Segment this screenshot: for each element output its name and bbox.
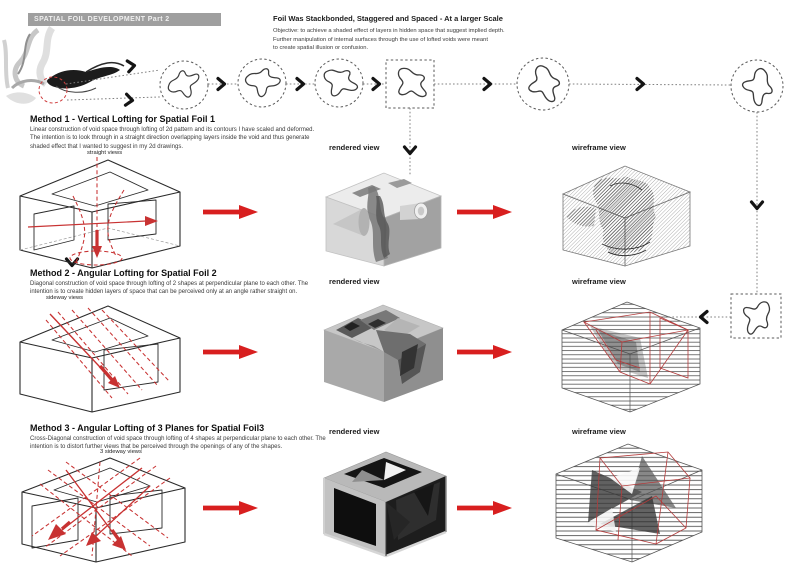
method2-wireframe-view-label: wireframe view: [572, 277, 626, 286]
method3-description: Cross-Diagonal construction of void space through lofting of 4 shapes at perpendicular plane to each other. The intention is to distort further views that be perceived through the openings of any of the shapes.: [30, 436, 326, 451]
method1-sketch-cube: [20, 157, 180, 268]
red-arrow-icon: [203, 205, 258, 219]
method3-rendered-cube: [324, 452, 446, 556]
method1-wireframe-cube: [563, 166, 690, 266]
method3-rendered-view-label: rendered view: [329, 427, 380, 436]
method1-description: Linear construction of void space through lofting of 2d pattern and its contours I have scaled and deformed. The intention is to look through in a straight direction overlapping layers inside the void and thus generate shaded effect that I wanted to suggest in my 2d drawings.: [30, 127, 315, 150]
red-arrow-icon: [203, 345, 258, 359]
objective-line: Further manipulation of internal surfaces through the use of lofted voids were meant: [273, 36, 488, 43]
process-row: [66, 58, 783, 112]
method3-wireframe-view-label: wireframe view: [572, 427, 626, 436]
method3-sketch-cube: [22, 458, 185, 562]
method1-title: Method 1 - Vertical Lofting for Spatial Foil 1: [30, 114, 216, 124]
method1-rendered-cube: [326, 173, 441, 266]
method2-sketch-cube: [20, 306, 180, 412]
arrow-right-icon: [127, 60, 135, 72]
red-arrow-icon: [457, 345, 512, 359]
method3-wireframe-cube: [554, 442, 704, 564]
arrow-down-icon: [752, 202, 763, 209]
method3-title: Method 3 - Angular Lofting of 3 Planes for Spatial Foil3: [30, 423, 265, 433]
method1-rendered-view-label: rendered view: [329, 143, 380, 152]
arrow-right-icon: [373, 79, 380, 90]
concept-sketch-drawing: [4, 28, 124, 104]
red-arrow-icon: [457, 205, 512, 219]
method2-description: Diagonal construction of void space through lofting of 2 shapes at perpendicular plane to each other. The intention is to create hidden layers of space that can be perceived only at an angle rather straight on.: [30, 281, 309, 296]
board-headline: Foil Was Stackbonded, Staggered and Spaced - At a larger Scale: [273, 14, 503, 23]
method1-sketch-label: straight views: [87, 150, 123, 156]
arrow-right-icon: [218, 79, 225, 90]
method2-rendered-cube: [324, 305, 443, 402]
method1-wireframe-view-label: wireframe view: [572, 143, 626, 152]
method2-rendered-view-label: rendered view: [329, 277, 380, 286]
red-arrow-icon: [457, 501, 512, 515]
page-title-bar: SPATIAL FOIL DEVELOPMENT Part 2: [28, 13, 221, 26]
method2-title: Method 2 - Angular Lofting for Spatial Foil 2: [30, 268, 217, 278]
arrow-right-icon: [125, 94, 133, 106]
objective-line: Objective: to achieve a shaded effect of layers in hidden space that suggest implied depth.: [273, 28, 505, 34]
red-arrow-icon: [203, 501, 258, 515]
method2-sketch-label: sideway views: [46, 295, 84, 301]
objective-text: [273, 27, 505, 53]
method3-sketch-label: 3 sideway views: [100, 449, 142, 455]
objective-line: to create spatial illusion or confusion.: [273, 45, 369, 52]
